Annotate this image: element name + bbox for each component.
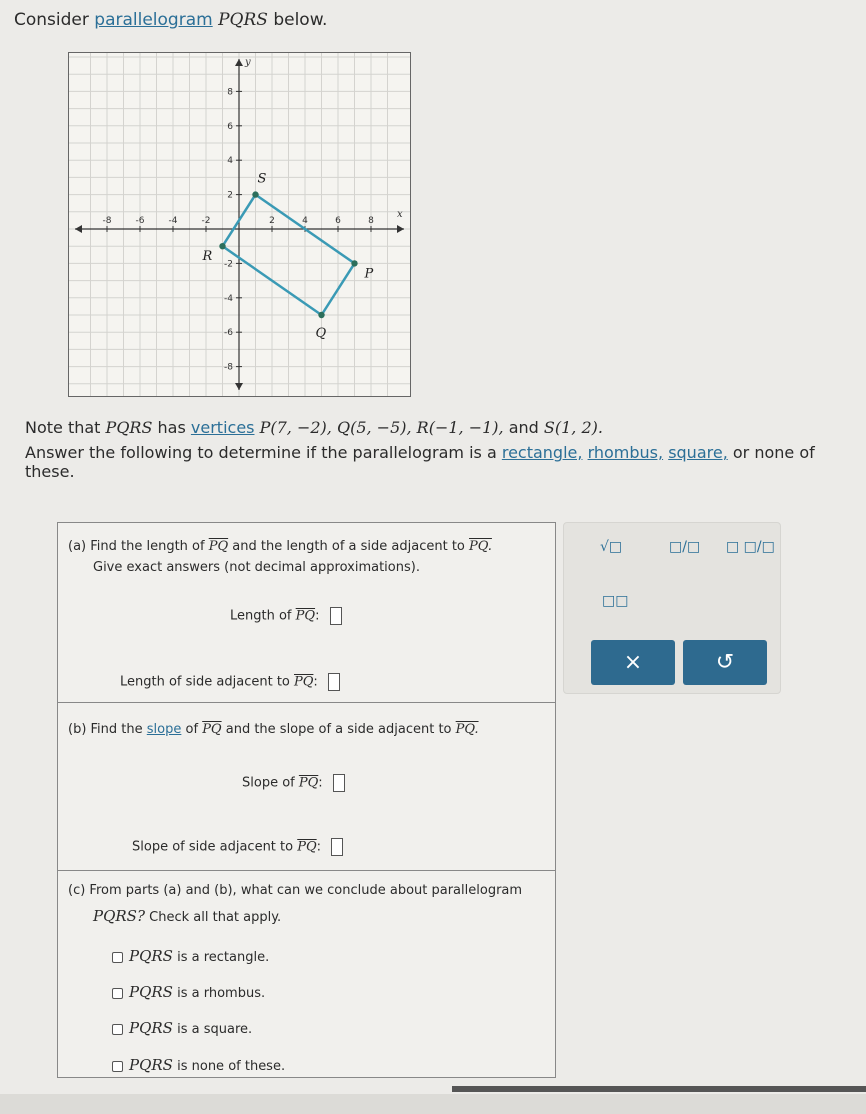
intro-text: Consider parallelogram PQRS below. [14, 10, 328, 30]
option-square[interactable]: PQRS is a square. [112, 1019, 252, 1037]
footer-bg [0, 1094, 866, 1114]
x-tick-label: 4 [302, 216, 308, 226]
part-a-question: (a) Find the length of $\overline{PQ}$ and the length of a side adjacent to PQ. [68, 539, 492, 554]
slope-link[interactable]: slope [146, 722, 182, 737]
clear-button[interactable]: × [591, 640, 675, 685]
instruction-text: Answer the following to determine if the parallelogram is a rectangle, rhombus, square, or none of these. [25, 443, 815, 481]
checkbox[interactable] [112, 1061, 123, 1072]
vertices-link[interactable]: vertices [190, 418, 255, 437]
vertex-label-q: Q [315, 326, 327, 341]
vertex-label-p: P [364, 266, 374, 282]
note-text: Note that PQRS has vertices P(7, −2), Q(5, −5), R(−1, −1), and S(1, 2). [25, 418, 603, 437]
option-none[interactable]: PQRS is none of these. [112, 1056, 285, 1074]
x-tick-label: -6 [135, 216, 145, 226]
y-tick-label: -8 [224, 362, 233, 373]
x-tick-label: -4 [168, 216, 178, 226]
vertex-point-s [252, 191, 258, 197]
x-tick-label: 8 [368, 216, 374, 226]
checkbox[interactable] [112, 952, 123, 963]
length-adjacent-input[interactable] [328, 673, 340, 691]
y-tick-label: 4 [227, 156, 233, 167]
part-c-question: (c) From parts (a) and (b), what can we conclude about parallelogram [68, 883, 523, 898]
y-tick-label: 6 [227, 121, 233, 132]
length-pq-row: Length of $\overline{PQ}$: [230, 607, 342, 625]
y-tick-label: -6 [224, 328, 233, 339]
y-tick-label: 8 [227, 87, 233, 98]
x-axis-label: x [397, 209, 403, 220]
x-tick-label: -8 [102, 216, 112, 226]
part-b-question: (b) Find the slope of $\overline{PQ}$ and the slope of a side adjacent to PQ. [68, 722, 479, 737]
slope-adjacent-input[interactable] [331, 838, 343, 856]
y-axis-label: y [245, 57, 251, 68]
y-axis-arrow-up [235, 59, 243, 66]
mixed-number-button[interactable]: □ □/□ [726, 539, 775, 555]
vertex-point-r [219, 243, 225, 249]
graph-svg [69, 53, 410, 396]
part-a-subtext: Give exact answers (not decimal approximations). [93, 560, 420, 575]
undo-button[interactable]: ↺ [683, 640, 767, 685]
x-axis-arrow-right [397, 225, 404, 233]
y-tick-label: -4 [224, 293, 233, 304]
divider [58, 870, 555, 871]
question-panel [57, 522, 556, 1078]
rhombus-link[interactable]: rhombus, [587, 443, 664, 462]
square-link[interactable]: square, [668, 443, 728, 462]
exponent-button[interactable]: □□ [602, 593, 629, 609]
checkbox[interactable] [112, 1024, 123, 1035]
vertex-point-q [318, 312, 324, 318]
length-pq-input[interactable] [330, 607, 342, 625]
slope-pq-row: Slope of $\overline{PQ}$: [242, 774, 345, 792]
coordinate-graph [68, 52, 411, 397]
y-tick-label: -2 [224, 259, 233, 270]
y-tick-label: 2 [227, 190, 233, 201]
vertex-label-s: S [257, 171, 267, 187]
vertex-label-r: R [202, 249, 213, 265]
y-axis-arrow-down [235, 383, 243, 390]
x-tick-label: 6 [335, 216, 341, 226]
x-axis-arrow-left [75, 225, 82, 233]
slope-pq-input[interactable] [333, 774, 345, 792]
math-toolbox [563, 522, 781, 694]
sqrt-button[interactable]: √□ [600, 539, 623, 555]
part-c-instruction: PQRS? Check all that apply. [93, 907, 282, 925]
fraction-button[interactable]: □/□ [669, 539, 701, 555]
parallelogram-link[interactable]: parallelogram [94, 10, 213, 30]
vertex-point-p [351, 260, 357, 266]
length-adjacent-row: Length of side adjacent to $\overline{PQ}$: [120, 673, 340, 691]
checkbox[interactable] [112, 988, 123, 999]
option-rectangle[interactable]: PQRS is a rectangle. [112, 947, 269, 965]
option-rhombus[interactable]: PQRS is a rhombus. [112, 983, 265, 1001]
rectangle-link[interactable]: rectangle, [501, 443, 583, 462]
divider [58, 702, 555, 703]
x-tick-label: -2 [201, 216, 211, 226]
x-tick-label: 2 [269, 216, 275, 226]
footer-bar [452, 1086, 866, 1092]
slope-adjacent-row: Slope of side adjacent to $\overline{PQ}$: [132, 838, 343, 856]
